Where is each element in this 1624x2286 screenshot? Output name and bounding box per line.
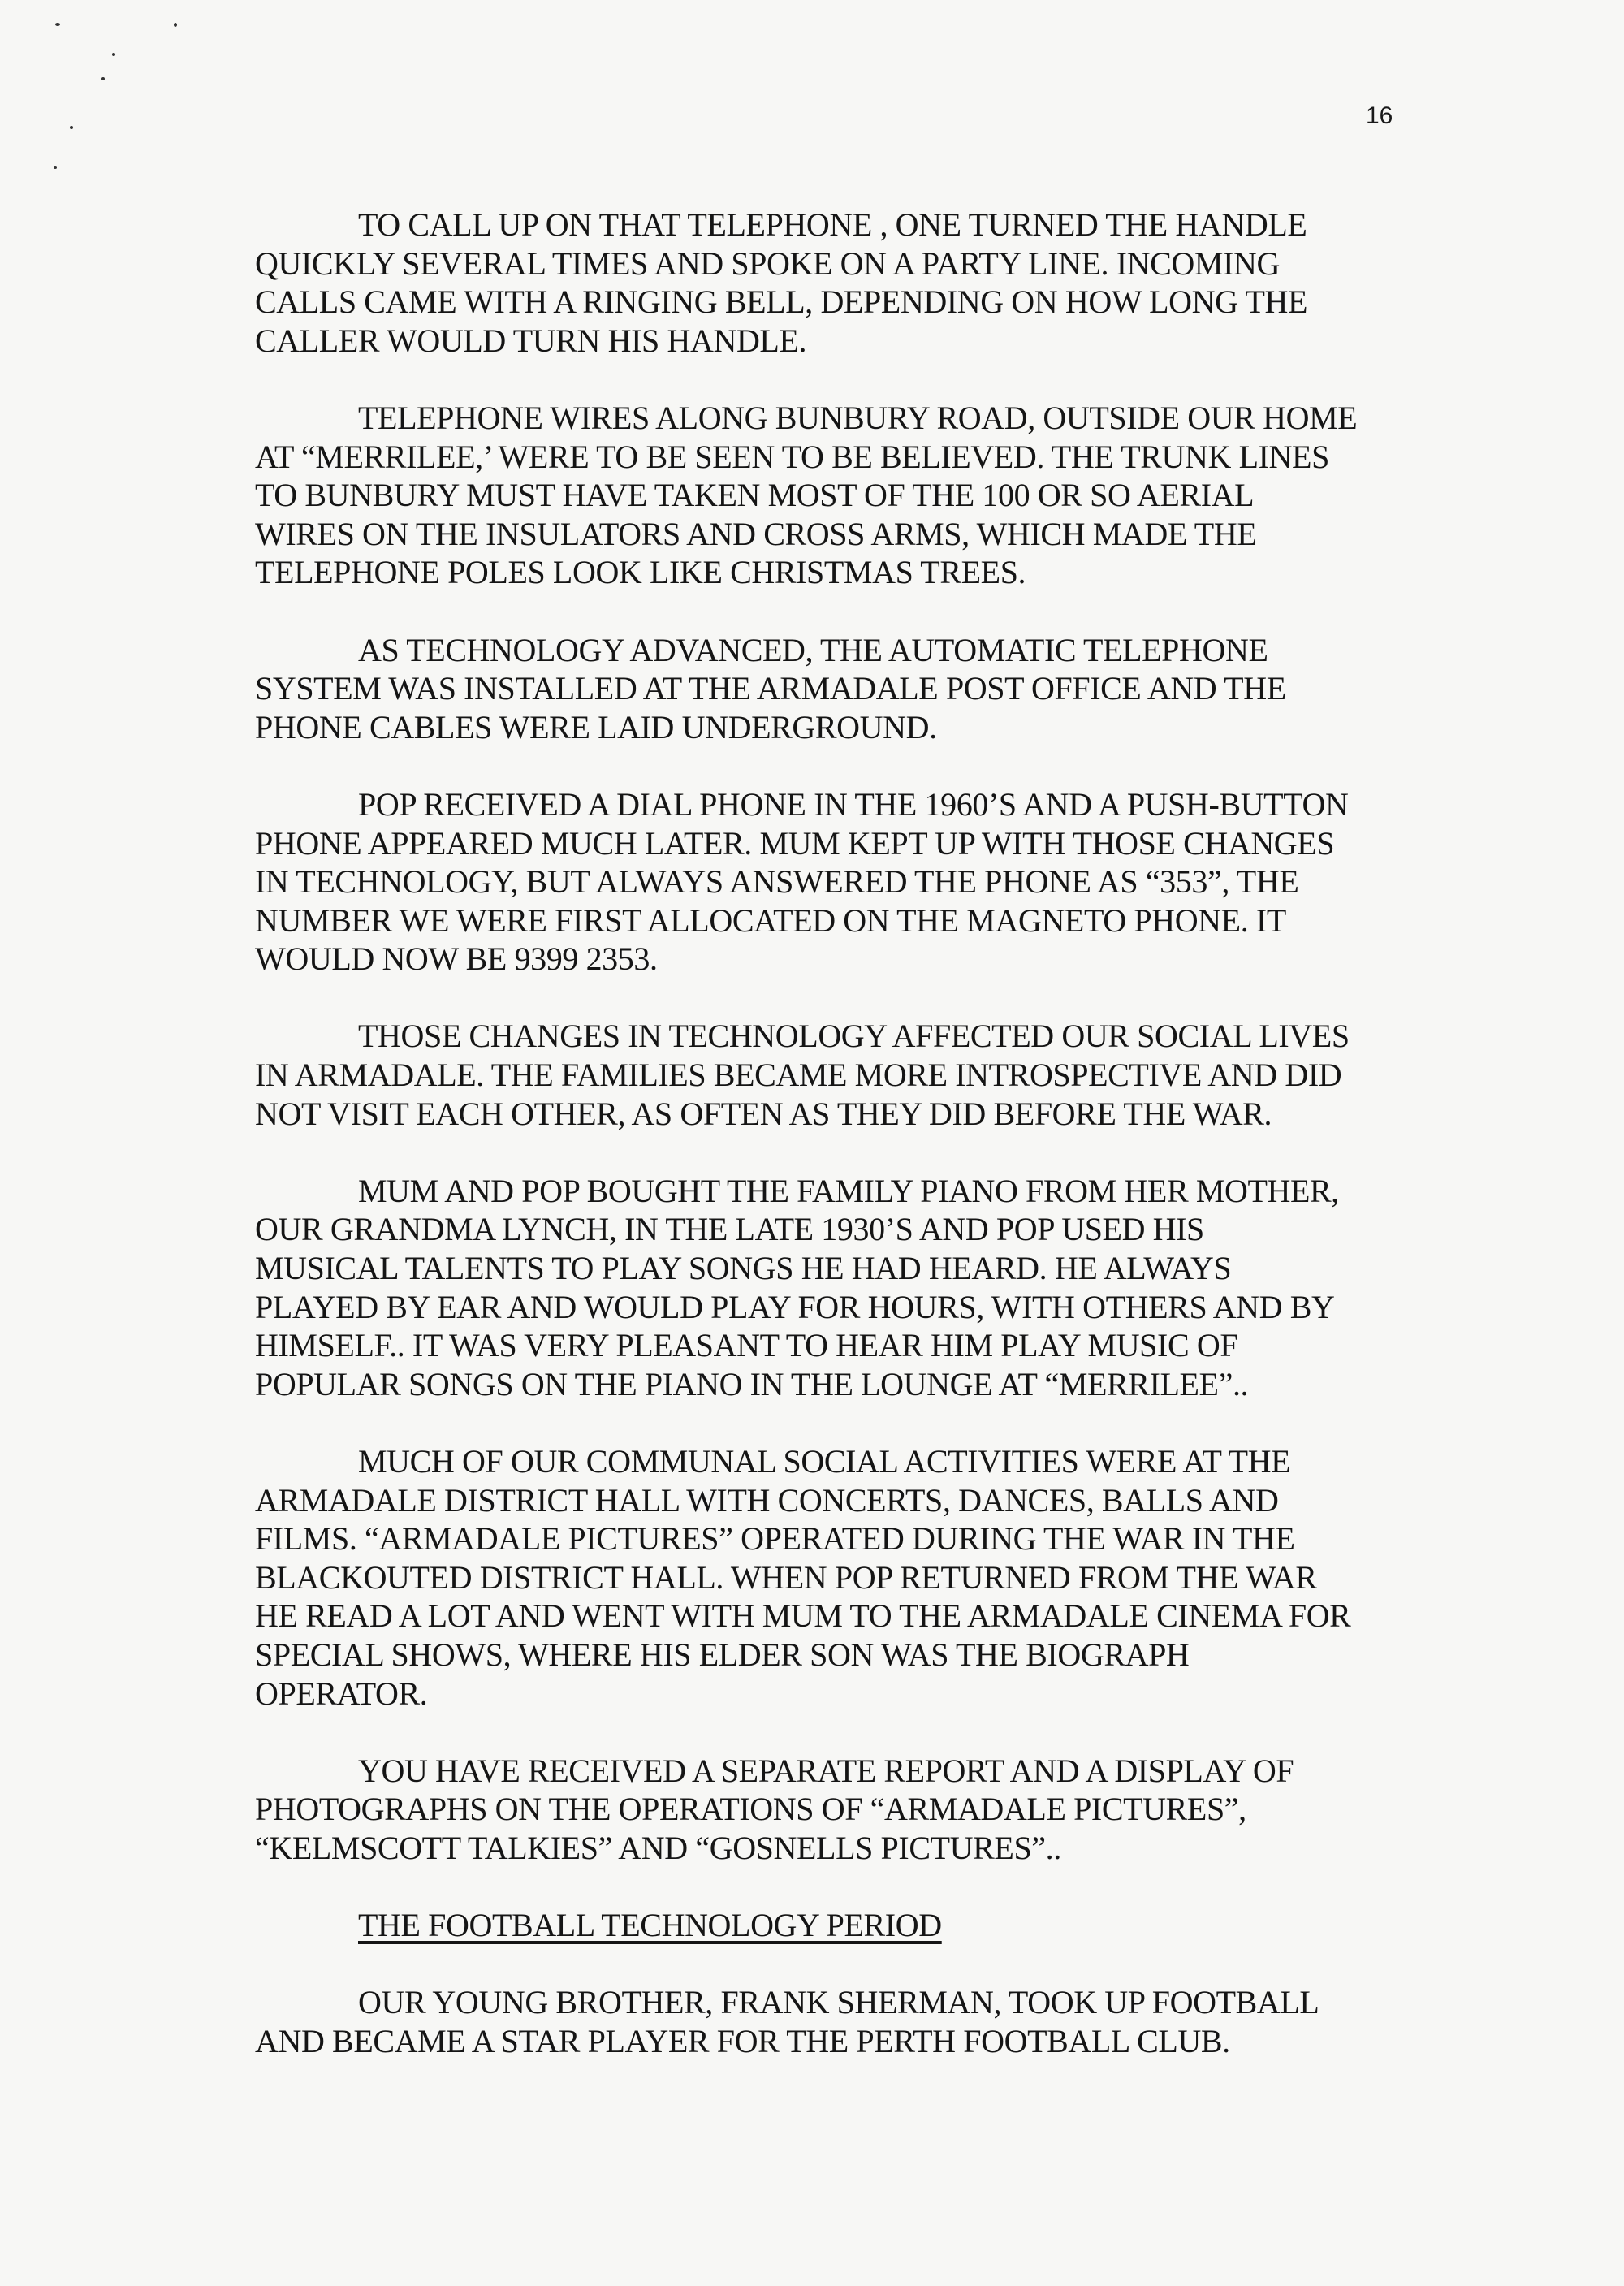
- paragraph-first-line: YOU HAVE RECEIVED A SEPARATE REPORT AND A DISPLAY OF: [358, 1752, 1294, 1789]
- paragraph-first-line: MUCH OF OUR COMMUNAL SOCIAL ACTIVITIES WERE AT THE: [358, 1443, 1291, 1480]
- paragraph-first-line: OUR YOUNG BROTHER, FRANK SHERMAN, TOOK UP FOOTBALL: [358, 1984, 1320, 2021]
- section-heading: THE FOOTBALL TECHNOLOGY PERIOD: [358, 1907, 942, 1944]
- paragraph-text: SYSTEM WAS INSTALLED AT THE ARMADALE POST OFFICE AND THE PHONE CABLES WERE LAID UNDERGROUND.: [255, 670, 1286, 745]
- page-number: 16: [1366, 102, 1393, 129]
- scan-speck: [102, 77, 105, 80]
- scan-speck: [70, 126, 73, 129]
- paragraph-text: AND BECAME A STAR PLAYER FOR THE PERTH FOOTBALL CLUB.: [255, 2022, 1230, 2059]
- paragraph: [255, 1172, 1408, 1404]
- paragraph-text: QUICKLY SEVERAL TIMES AND SPOKE ON A PARTY LINE. INCOMING CALLS CAME WITH A RINGING BELL, DEPENDING ON HOW LONG THE CALLER WOULD TURN HIS HANDLE.: [255, 244, 1308, 359]
- document-body: [255, 205, 1408, 2099]
- paragraph: [255, 1017, 1408, 1133]
- paragraph-text: ARMADALE DISTRICT HALL WITH CONCERTS, DANCES, BALLS AND FILMS. “ARMADALE PICTURES” OPERATED DURING THE WAR IN THE BLACKOUTED DISTRICT HALL. WHEN POP RETURNED FROM THE WAR HE READ A LOT AND WENT WITH MUM TO THE ARMADALE CINEMA FOR SPECIAL SHOWS, WHERE HIS ELDER SON WAS THE BIOGRAPH OPERATOR.: [255, 1481, 1351, 1712]
- scan-speck: [55, 23, 60, 26]
- paragraph-first-line: TO CALL UP ON THAT TELEPHONE , ONE TURNED THE HANDLE: [358, 206, 1307, 243]
- paragraph: [255, 1442, 1408, 1713]
- paragraph: [255, 785, 1408, 979]
- paragraph: [255, 631, 1408, 747]
- paragraph: [255, 205, 1408, 360]
- scan-speck: [54, 166, 57, 169]
- paragraph: [255, 399, 1408, 592]
- closing-paragraph: [255, 1983, 1408, 2060]
- paragraph-text: PHONE APPEARED MUCH LATER. MUM KEPT UP WITH THOSE CHANGES IN TECHNOLOGY, BUT ALWAYS ANSWERED THE PHONE AS “353”, THE NUMBER WE WERE FIRST ALLOCATED ON THE MAGNETO PHONE. IT WOULD NOW BE 9399 2353.: [255, 824, 1335, 978]
- paragraph-text: AT “MERRILEE,’ WERE TO BE SEEN TO BE BELIEVED. THE TRUNK LINES TO BUNBURY MUST HAVE TAKEN MOST OF THE 100 OR SO AERIAL WIRES ON THE INSULATORS AND CROSS ARMS, WHICH MADE THE TELEPHONE POLES LOOK LIKE CHRISTMAS TREES.: [255, 438, 1329, 591]
- paragraph-text: IN ARMADALE. THE FAMILIES BECAME MORE INTROSPECTIVE AND DID NOT VISIT EACH OTHER, AS OFTEN AS THEY DID BEFORE THE WAR.: [255, 1057, 1342, 1132]
- paragraph: [255, 1752, 1408, 1868]
- paragraph-first-line: TELEPHONE WIRES ALONG BUNBURY ROAD, OUTSIDE OUR HOME: [358, 399, 1358, 436]
- paragraph-first-line: POP RECEIVED A DIAL PHONE IN THE 1960’S AND A PUSH-BUTTON: [358, 785, 1349, 823]
- paragraph-first-line: MUM AND POP BOUGHT THE FAMILY PIANO FROM HER MOTHER,: [358, 1172, 1339, 1209]
- scan-speck: [112, 53, 115, 56]
- paragraph-text: OUR GRANDMA LYNCH, IN THE LATE 1930’S AND POP USED HIS MUSICAL TALENTS TO PLAY SONGS HE HAD HEARD. HE ALWAYS PLAYED BY EAR AND WOULD PLAY FOR HOURS, WITH OTHERS AND BY HIMSELF.. IT WAS VERY PLEASANT TO HEAR HIM PLAY MUSIC OF POPULAR SONGS ON THE PIANO IN THE LOUNGE AT “MERRILEE”..: [255, 1211, 1335, 1402]
- scan-speck: [174, 23, 177, 27]
- paragraph-first-line: AS TECHNOLOGY ADVANCED, THE AUTOMATIC TELEPHONE: [358, 631, 1268, 668]
- paragraph-text: PHOTOGRAPHS ON THE OPERATIONS OF “ARMADALE PICTURES”, “KELMSCOTT TALKIES” AND “GOSNELLS PICTURES”..: [255, 1791, 1246, 1866]
- paragraph-first-line: THOSE CHANGES IN TECHNOLOGY AFFECTED OUR SOCIAL LIVES: [358, 1018, 1350, 1055]
